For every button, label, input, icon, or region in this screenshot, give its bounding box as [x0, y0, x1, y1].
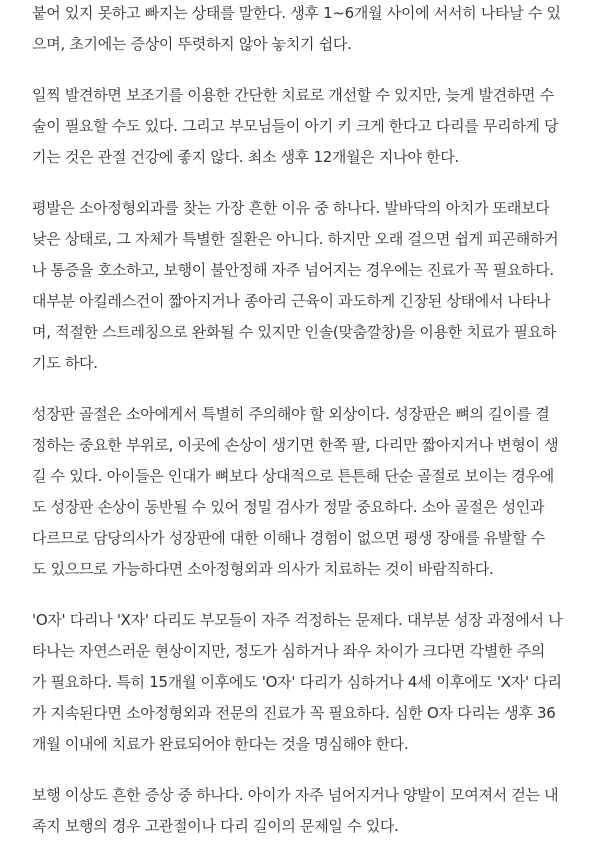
text-line: 'O자' 다리나 'X자' 다리도 부모들이 자주 걱정하는 문제다. 대부분 성장 과정에서 나: [32, 611, 563, 629]
text-line: 도 성장판 손상이 동반될 수 있어 정밀 검사가 정말 중요하다. 소아 골절은 성인과: [32, 498, 545, 516]
text-line: 평발은 소아정형외과를 찾는 가장 흔한 이유 중 하나다. 발바닥의 아치가 또래보다: [32, 199, 550, 217]
paragraph-hip-dysplasia-continued: [32, 0, 580, 60]
text-line: 술이 필요할 수도 있다. 그리고 부모님들이 아기 키 크게 한다고 다리를 무리하게 당: [32, 117, 559, 135]
text-line: 낮은 상태로, 그 자체가 특별한 질환은 아니다. 하지만 오래 걸으면 쉽게 피곤해하거: [32, 230, 559, 248]
text-line: 붙어 있지 못하고 빠지는 상태를 말한다. 생후 1~6개월 사이에 서서히 나타날 수 있: [32, 4, 561, 22]
text-line: 족지 보행의 경우 고관절이나 다리 길이의 문제일 수 있다.: [32, 817, 399, 835]
text-line: 일찍 발견하면 보조기를 이용한 간단한 치료로 개선할 수 있지만, 늦게 발견하면 수: [32, 86, 554, 104]
text-line: 정하는 중요한 부위로, 이곳에 손상이 생기면 한쪽 팔, 다리만 짧아지거나 변형이 생: [32, 436, 559, 454]
text-line: 대부분 아킬레스건이 짧아지거나 종아리 근육이 과도하게 긴장된 상태에서 나타나: [32, 292, 551, 310]
text-line: 가 필요하다. 특히 15개월 이후에도 'O자' 다리가 심하거나 4세 이후에도 'X자' 다리: [32, 673, 562, 691]
text-line: 으며, 초기에는 증상이 뚜렷하지 않아 놓치기 쉽다.: [32, 35, 352, 53]
text-line: 가 지속된다면 소아정형외과 전문의 진료가 꼭 필요하다. 심한 O자 다리는 생후 36: [32, 704, 556, 722]
text-line: 개월 이내에 치료가 완료되어야 한다는 것을 명심해야 한다.: [32, 735, 409, 753]
paragraph-growth-plate-fracture: [32, 399, 580, 585]
paragraph-bow-knock-legs: [32, 605, 580, 760]
text-line: 성장판 골절은 소아에게서 특별히 주의해야 할 외상이다. 성장판은 뼈의 길이를 결: [32, 405, 550, 423]
text-line: 도 있으므로 가능하다면 소아정형외과 의사가 치료하는 것이 바람직하다.: [32, 560, 494, 578]
text-line: 길 수 있다. 아이들은 인대가 뼈보다 상대적으로 튼튼해 단순 골절로 보이는 경우에: [32, 467, 554, 485]
text-line: 기는 것은 관절 건강에 좋지 않다. 최소 생후 12개월은 지나야 한다.: [32, 148, 459, 166]
text-line: 타나는 자연스러운 현상이지만, 정도가 심하거나 좌우 차이가 크다면 각별한 주의: [32, 642, 545, 660]
text-line: 나 통증을 호소하고, 보행이 불안정해 자주 넘어지는 경우에는 진료가 꼭 필요하다.: [32, 261, 554, 279]
paragraph-flat-feet: [32, 193, 580, 379]
text-line: 며, 적절한 스트레칭으로 완화될 수 있지만 인솔(맞춤깔창)을 이용한 치료가 필요하: [32, 323, 557, 341]
paragraph-early-detection: [32, 80, 580, 173]
text-line: 다르므로 담당의사가 성장판에 대한 이해나 경험이 없으면 평생 장애를 유발할 수: [32, 529, 545, 547]
paragraph-gait-abnormality: [32, 780, 580, 842]
text-line: 보행 이상도 흔한 증상 중 하나다. 아이가 자주 넘어지거나 양발이 모여져서 걷는 내: [32, 786, 559, 804]
text-line: 기도 하다.: [32, 354, 98, 372]
